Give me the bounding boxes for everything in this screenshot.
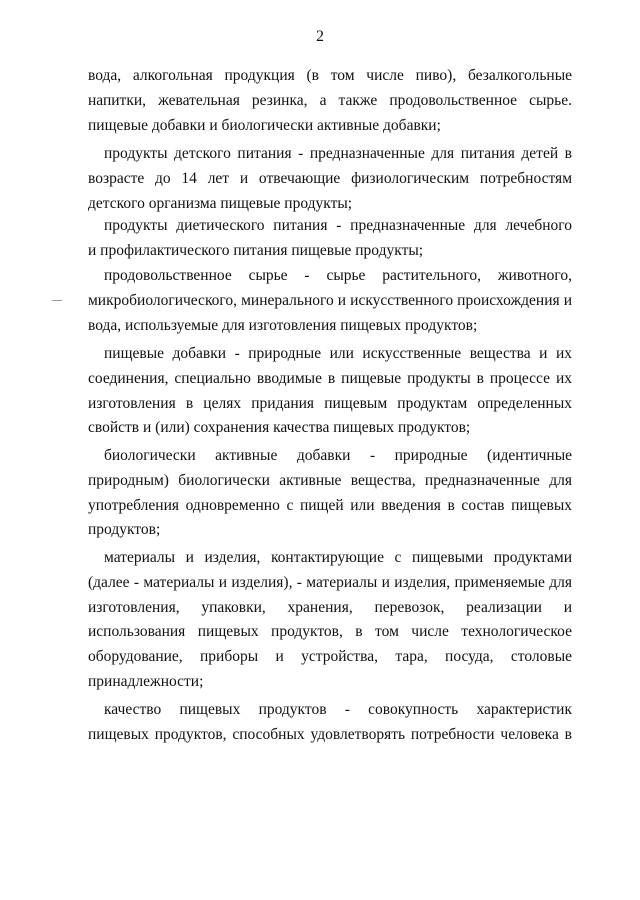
text-line: изготовления, упаковки, хранения, перевозок, реализации и [88,598,572,616]
paragraph-contact-materials [88,546,572,695]
text-line: и профилактического питания пищевые продукты; [88,241,424,259]
text-line: продукты детского питания - предназначенные для питания детей в [104,145,572,162]
text-line: качество пищевых продуктов - совокупность характеристик [104,701,572,718]
text-line: напитки, жевательная резинка, а также продовольственное сырье. [88,91,572,109]
text-line: биологически активные добавки - природные (идентичные [104,447,572,464]
paragraph-water-and-products [88,64,572,138]
paragraph-food-quality [88,698,572,748]
text-line: микробиологического, минерального и искусственного происхождения и [88,291,572,309]
text-line: продукты диетического питания - предназначенные для лечебного [104,217,572,234]
text-line: (далее - материалы и изделия), - материалы и изделия, применяемые для [88,573,572,591]
text-line: продуктов; [88,521,161,539]
margin-scan-mark [52,300,62,301]
text-line: возрасте до 14 лет и отвечающие физиологическим потребностям [88,169,572,187]
paragraph-baby-food [88,142,572,216]
text-line: вода, используемые для изготовления пищевых продуктов; [88,316,478,334]
paragraph-raw-materials [88,264,572,338]
text-line: природным) биологически активные вещества, предназначенные для [88,471,572,489]
text-line: пищевые добавки и биологически активные добавки; [88,116,441,134]
text-line: оборудование, приборы и устройства, тара, посуда, столовые [88,648,572,666]
paragraph-diet-food [88,214,572,264]
text-line: свойств и (или) сохранения качества пищевых продуктов; [88,419,471,437]
text-line: употребления одновременно с пищей или введения в состав пищевых [88,496,572,514]
text-line: пищевые добавки - природные или искусственные вещества и их [104,345,572,362]
text-line: изготовления в целях придания пищевым продуктам определенных [88,394,572,412]
paragraph-bioactive-additives [88,444,572,543]
paragraph-food-additives [88,342,572,441]
page-number: 2 [316,28,324,45]
text-line: принадлежности; [88,672,204,690]
text-line: материалы и изделия, контактирующие с пищевыми продуктами [104,549,572,566]
text-line: использования пищевых продуктов, в том числе технологическое [88,623,572,641]
text-line: вода, алкогольная продукция (в том числе пиво), безалкогольные [88,67,572,84]
text-line: продовольственное сырье - сырье растительного, животного, [104,267,572,284]
text-line: соединения, специально вводимые в пищевые продукты в процессе их [88,369,572,387]
text-line: детского организма пищевые продукты; [88,194,353,212]
text-line: пищевых продуктов, способных удовлетворять потребности человека в [88,725,572,743]
